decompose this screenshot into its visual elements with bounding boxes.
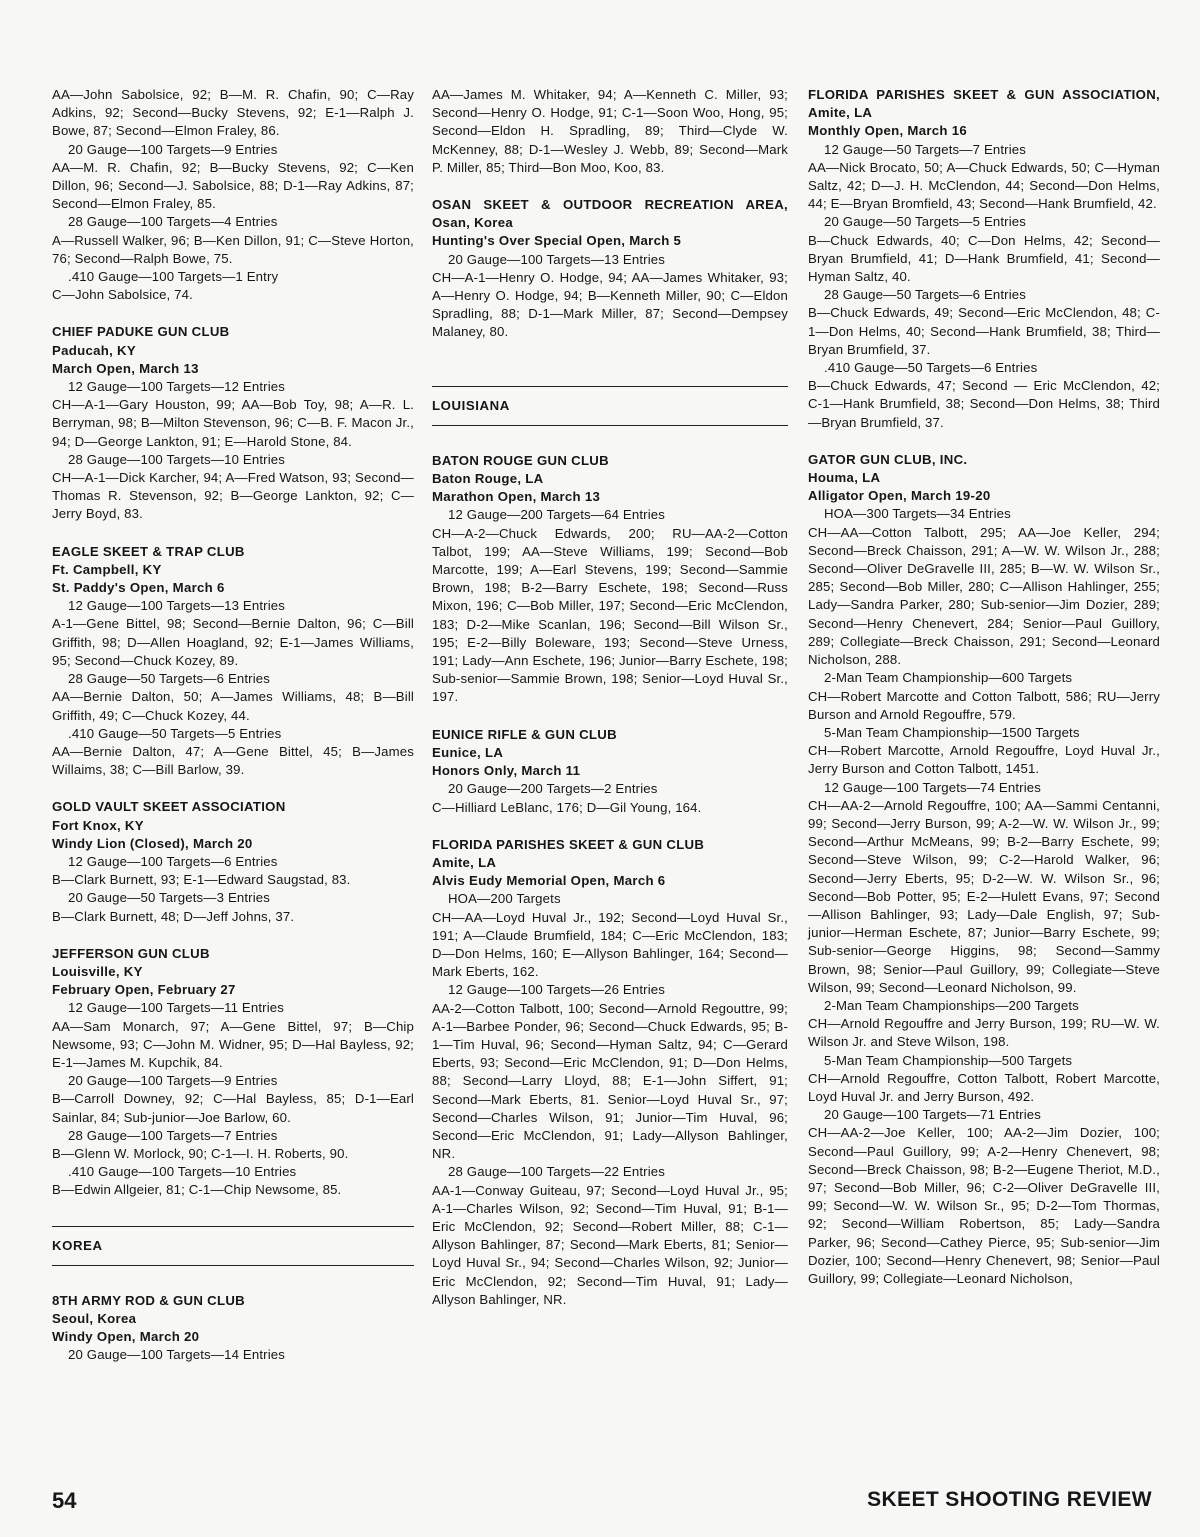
event-line: 12 Gauge—100 Targets—6 Entries — [68, 853, 278, 869]
results-paragraph: AA—M. R. Chafin, 92; B—Bucky Stevens, 92; C—Ken Dillon, 96; Second—J. Sabolsice, 88; D-1—Ray Adkins, 87; Second—Elmon Fraley, 85. — [52, 159, 414, 212]
club-name: JEFFERSON GUN CLUB — [52, 945, 210, 961]
event-line: 28 Gauge—50 Targets—6 Entries — [68, 671, 271, 687]
event-line: 12 Gauge—100 Targets—12 Entries — [68, 379, 286, 395]
event-line: 28 Gauge—100 Targets—4 Entries — [68, 214, 278, 230]
club-name: OSAN SKEET & OUTDOOR RECREATION AREA, Osan, Korea — [432, 197, 788, 231]
club-name: GATOR GUN CLUB, INC. — [808, 451, 968, 467]
shoot-title: Monthly Open, March 16 — [808, 123, 968, 139]
results-paragraph: B—Clark Burnett, 48; D—Jeff Johns, 37. — [52, 908, 295, 924]
event-line: .410 Gauge—100 Targets—10 Entries — [68, 1164, 297, 1180]
results-paragraph: AA—Sam Monarch, 97; A—Gene Bittel, 97; B—Chip Newsome, 93; C—John M. Widner, 95; D—Hal Bayless, 92; E-1—James M. Kupchik, 84. — [52, 1018, 414, 1070]
results-paragraph: CH—Arnold Regouffre and Jerry Burson, 199; RU—W. W. Wilson Jr. and Steve Wilson, 198. — [808, 1016, 1160, 1050]
event-line: 2-Man Team Championship—600 Targets — [824, 670, 1073, 686]
event-line: 12 Gauge—100 Targets—11 Entries — [68, 1000, 285, 1016]
page-number: 54 — [52, 1488, 77, 1513]
results-paragraph: B—Chuck Edwards, 40; C—Don Helms, 42; Second—Bryan Brumfield, 41; D—Hank Brumfield, 41; Second—Hyman Saltz, 40. — [808, 232, 1160, 285]
results-paragraph: AA-1—Conway Guiteau, 97; Second—Loyd Huval Jr., 95; A-1—Charles Wilson, 92; Second—Tim Huval, 91; B-1—Eric McClendon, 92; Second—Robert Miller, 88; C-1—Allyson Bahlinger, 87; Second—Mark Eberts, 81; Senior—Loyd Huval Sr., 94; Second—Charles Wilson, 92; Junior—Eric McClendon, 92; Second—Tim Huval, 91; Lady—Allyson Bahlinger, NR. — [432, 1182, 788, 1307]
event-line: 28 Gauge—100 Targets—10 Entries — [68, 451, 286, 467]
club-location: Fort Knox, KY — [52, 817, 144, 833]
event-line: .410 Gauge—100 Targets—1 Entry — [68, 269, 279, 285]
club-location: Eunice, LA — [432, 744, 504, 760]
column-2 — [432, 86, 788, 1309]
shoot-title: Marathon Open, March 13 — [432, 489, 601, 505]
club-name: FLORIDA PARISHES SKEET & GUN CLUB — [432, 836, 705, 852]
event-line: 12 Gauge—100 Targets—26 Entries — [448, 982, 666, 998]
results-paragraph: AA—Bernie Dalton, 50; A—James Williams, 48; B—Bill Griffith, 49; C—Chuck Kozey, 44. — [52, 689, 414, 723]
shoot-title: Alligator Open, March 19-20 — [808, 488, 991, 504]
event-line: 20 Gauge—50 Targets—5 Entries — [824, 214, 1027, 230]
club-location: Paducah, KY — [52, 342, 136, 358]
results-paragraph: CH—A-1—Gary Houston, 99; AA—Bob Toy, 98; A—R. L. Berryman, 98; B—Milton Stevenson, 96; C—B. F. Macon Jr., 94; D—George Lankton, 91; E—Harold Stone, 84. — [52, 397, 414, 449]
results-paragraph: CH—A-1—Dick Karcher, 94; A—Fred Watson, 93; Second—Thomas R. Stevenson, 92; B—George Lankton, 92; C—Jerry Boyd, 83. — [52, 470, 414, 522]
results-paragraph: A—Russell Walker, 96; B—Ken Dillon, 91; C—Steve Horton, 76; Second—Ralph Bowe, 75. — [52, 232, 414, 266]
club-location: Houma, LA — [808, 470, 881, 486]
event-line: 20 Gauge—200 Targets—2 Entries — [448, 781, 658, 797]
results-paragraph: C—John Sabolsice, 74. — [52, 287, 193, 303]
results-paragraph: CH—Robert Marcotte, Arnold Regouffre, Loyd Huval Jr., Jerry Burson and Cotton Talbott, 1451. — [808, 743, 1160, 777]
results-paragraph: CH—AA—Cotton Talbott, 295; AA—Joe Keller, 294; Second—Breck Chaisson, 291; A—W. W. Wilson Jr., 288; Second—Oliver DeGravelle III, 285; B—W. W. Wilson Sr., 285; Second—Bob Miller, 280; C—Allison Hahlinger, 255; Lady—Sandra Parker, 280; Sub-senior—Jim Dozier, 289; Second—Henry Chenevert, 284; Senior—Paul Guillory, 289; Collegiate—Breck Chaisson, 291; Second—Leonard Nicholson, 288. — [808, 524, 1160, 668]
club-location: Seoul, Korea — [52, 1310, 137, 1326]
event-line: 28 Gauge—100 Targets—22 Entries — [448, 1164, 666, 1180]
event-line: 28 Gauge—100 Targets—7 Entries — [68, 1127, 278, 1143]
club-location: Ft. Campbell, KY — [52, 561, 162, 577]
event-line: 12 Gauge—100 Targets—13 Entries — [68, 598, 286, 614]
results-paragraph: C—Hilliard LeBlanc, 176; D—Gil Young, 164. — [432, 799, 702, 815]
results-paragraph: B—Carroll Downey, 92; C—Hal Bayless, 85; D-1—Earl Sainlar, 84; Sub-junior—Joe Barlow, 60. — [52, 1091, 414, 1125]
results-paragraph: B—Edwin Allgeier, 81; C-1—Chip Newsome, 85. — [52, 1182, 342, 1198]
column-1 — [52, 86, 414, 1365]
results-paragraph: CH—AA-2—Arnold Regouffre, 100; AA—Sammi Centanni, 99; Second—Jerry Burson, 99; A-2—W. W. Wilson Jr., 99; Second—Arthur McMeans, 99; B-2—Barry Eschete, 99; Second—Steve Wilson, 99; C-2—Harold Walker, 96; Second—Jerry Eberts, 95; D-2—W. W. Wilson Sr., 96; Second—Bob Potter, 95; E-2—Hulett Evans, 97; Second—Allison Bahlinger, 93; Lady—Dale English, 97; Sub-junior—Herman Eschete, 87; Junior—Barry Eschete, 99; Sub-senior—George Higgins, 98; Second—Sammy Brown, 98; Senior—Paul Guillory, 99; Collegiate—Steve Wilson, 99; Second—Leonard Nicholson, 99. — [808, 797, 1160, 995]
club-location: Louisville, KY — [52, 963, 143, 979]
publication-title: SKEET SHOOTING REVIEW — [867, 1488, 1152, 1511]
shoot-title: St. Paddy's Open, March 6 — [52, 580, 225, 596]
shoot-title: Honors Only, March 11 — [432, 763, 581, 779]
results-paragraph: CH—Arnold Regouffre, Cotton Talbott, Robert Marcotte, Loyd Huval Jr. and Jerry Burson, 492. — [808, 1070, 1160, 1104]
results-paragraph: AA—Nick Brocato, 50; A—Chuck Edwards, 50; C—Hyman Saltz, 42; D—J. H. McClendon, 44; Second—Don Helms, 44; E—Bryan Bromfield, 43; Second—Hank Brumfield, 42. — [808, 159, 1160, 212]
club-location: Amite, LA — [432, 854, 497, 870]
results-paragraph: AA—Bernie Dalton, 47; A—Gene Bittel, 45; B—James Willaims, 38; C—Bill Barlow, 39. — [52, 743, 414, 778]
event-line: 28 Gauge—50 Targets—6 Entries — [824, 287, 1027, 303]
event-line: 12 Gauge—100 Targets—74 Entries — [824, 779, 1042, 795]
club-name: EUNICE RIFLE & GUN CLUB — [432, 726, 617, 742]
event-line: 20 Gauge—100 Targets—9 Entries — [68, 141, 278, 157]
event-line: 12 Gauge—200 Targets—64 Entries — [448, 507, 666, 523]
event-line: .410 Gauge—50 Targets—5 Entries — [68, 725, 282, 741]
event-line: 20 Gauge—50 Targets—3 Entries — [68, 890, 271, 906]
club-name: 8TH ARMY ROD & GUN CLUB — [52, 1292, 245, 1308]
shoot-title: Windy Lion (Closed), March 20 — [52, 835, 253, 851]
shoot-title: March Open, March 13 — [52, 360, 199, 376]
event-line: HOA—300 Targets—34 Entries — [824, 506, 1011, 522]
event-line: 20 Gauge—100 Targets—9 Entries — [68, 1073, 278, 1089]
club-name: BATON ROUGE GUN CLUB — [432, 452, 609, 468]
event-line: 2-Man Team Championships—200 Targets — [824, 997, 1079, 1013]
event-line: HOA—200 Targets — [448, 891, 561, 907]
results-paragraph: CH—AA-2—Joe Keller, 100; AA-2—Jim Dozier, 100; Second—Paul Guillory, 99; A-2—Henry Chenevert, 98; Second—Breck Chaisson, 98; B-2—Eugene Theriot, M.D., 97; Second—Bob Miller, 96; C-2—Oliver DeGravelle III, 99; Second—W. W. Wilson Sr., 95; D-2—Tom Thormas, 92; Second—William Robertson, 85; Lady—Sandra Parker, 96; Second—Cathey Pierce, 95; Sub-senior—Jim Dozier, 100; Second—Henry Chenevert, 98; Senior—Paul Guillory, 99; Collegiate—Leonard Nicholson, — [808, 1125, 1160, 1286]
shoot-title: Alvis Eudy Memorial Open, March 6 — [432, 873, 666, 889]
results-paragraph: CH—A-2—Chuck Edwards, 200; RU—AA-2—Cotton Talbot, 199; AA—Steve Williams, 199; Second—Bob Marcotte, 199; A—Earl Stevens, 199; Second—Sammie Brown, 198; B-2—Barry Eschete, 198; Second—Russ Mixon, 196; C—Bob Miller, 197; Second—Eric McClendon, 183; D-2—Mike Scanlan, 196; Second—Bill Wilson Sr., 195; E-2—Billy Boleware, 193; Second—Steve Urness, 191; Lady—Ann Eschete, 196; Junior—Barry Eschete, 198; Sub-senior—Sammie Brown, 198; Senior—Loyd Huval Sr., 197. — [432, 525, 788, 705]
event-line: 20 Gauge—100 Targets—71 Entries — [824, 1107, 1042, 1123]
event-line: 20 Gauge—100 Targets—13 Entries — [448, 251, 666, 267]
shoot-title: Hunting's Over Special Open, March 5 — [432, 233, 682, 249]
results-paragraph: B—Clark Burnett, 93; E-1—Edward Saugstad, 83. — [52, 872, 351, 888]
results-paragraph: AA—James M. Whitaker, 94; A—Kenneth C. Miller, 93; Second—Henry O. Hodge, 91; C-1—Soon Woo, Hong, 95; Second—Eldon H. Spradling, 89; Third—Clyde W. McKenney, 88; D-1—Wesley J. Webb, 89; Second—Mark P. Miller, 85; Third—Bon Moo, Koo, 83. — [432, 87, 788, 175]
club-location: Baton Rouge, LA — [432, 471, 544, 487]
results-paragraph: B—Chuck Edwards, 49; Second—Eric McClendon, 48; C-1—Don Helms, 40; Second—Hank Brumfield, 38; Third—Bryan Brumfield, 37. — [808, 305, 1160, 357]
event-line: 12 Gauge—50 Targets—7 Entries — [824, 141, 1027, 157]
results-paragraph: CH—AA—Loyd Huval Jr., 192; Second—Loyd Huval Sr., 191; A—Claude Brumfield, 184; C—Eric McClendon, 183; D—Don Helms, 160; E—Allyson Bahlinger, 164; Second—Mark Eberts, 162. — [432, 909, 788, 980]
event-line: 5-Man Team Championship—500 Targets — [824, 1052, 1073, 1068]
shoot-title: Windy Open, March 20 — [52, 1329, 200, 1345]
results-paragraph: A-1—Gene Bittel, 98; Second—Bernie Dalton, 96; C—Bill Griffith, 98; D—Allen Hoagland, 92; E-1—James Williams, 95; Second—Chuck Kozey, 89. — [52, 616, 414, 668]
results-paragraph: B—Glenn W. Morlock, 90; C-1—I. H. Roberts, 90. — [52, 1145, 349, 1161]
club-name: FLORIDA PARISHES SKEET & GUN ASSOCIATION, Amite, LA — [808, 87, 1160, 121]
club-name: CHIEF PADUKE GUN CLUB — [52, 324, 230, 340]
results-paragraph: B—Chuck Edwards, 47; Second — Eric McClendon, 42; C-1—Hank Brumfield, 38; Second—Don Helms, 38; Third—Bryan Brumfield, 37. — [808, 378, 1160, 430]
column-3 — [808, 86, 1160, 1288]
event-line: .410 Gauge—50 Targets—6 Entries — [824, 360, 1038, 376]
club-name: EAGLE SKEET & TRAP CLUB — [52, 543, 245, 559]
results-paragraph: CH—Robert Marcotte and Cotton Talbott, 586; RU—Jerry Burson and Arnold Regouffre, 579. — [808, 688, 1160, 722]
event-line: 20 Gauge—100 Targets—14 Entries — [68, 1347, 286, 1363]
club-name: GOLD VAULT SKEET ASSOCIATION — [52, 799, 286, 815]
results-paragraph: AA—John Sabolsice, 92; B—M. R. Chafin, 90; C—Ray Adkins, 92; Second—Bucky Stevens, 92; E-1—Ralph J. Bowe, 87; Second—Elmon Fraley, 86. — [52, 87, 414, 139]
state-section-heading: LOUISIANA — [432, 386, 788, 426]
event-line: 5-Man Team Championship—1500 Targets — [824, 724, 1080, 740]
state-section-heading: KOREA — [52, 1226, 414, 1266]
results-paragraph: CH—A-1—Henry O. Hodge, 94; AA—James Whitaker, 93; A—Henry O. Hodge, 94; B—Kenneth Miller, 90; C—Eldon Spradling, 88; D-1—Mark Miller, 87; Second—Dempsey Malaney, 80. — [432, 269, 788, 340]
shoot-title: February Open, February 27 — [52, 982, 236, 998]
results-paragraph: AA-2—Cotton Talbott, 100; Second—Arnold Regouttre, 99; A-1—Barbee Ponder, 96; Second—Chuck Edwards, 95; B-1—Tim Huval, 96; Second—Hyman Saltz, 94; C—Gerard Eberts, 93; Second—Eric McClendon, 91; D—Don Helms, 88; Second—Larry Lloyd, 88; E-1—John Siffert, 91; Second—Mark Eberts, 81. Senior—Loyd Huval Sr., 97; Second—Charles Wilson, 91; Junior—Tim Huval, 96; Second—Eric McClendon, 91; Lady—Allyson Bahlinger, NR. — [432, 1000, 788, 1162]
